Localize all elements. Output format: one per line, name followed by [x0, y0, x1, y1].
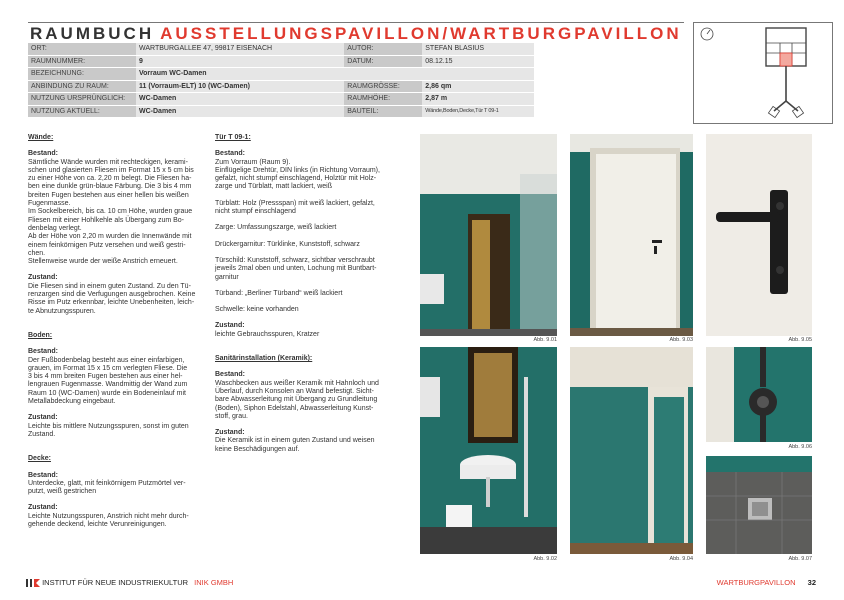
text-line: renzargen sind die Verfugungen ausgebrochen. Keine — [28, 291, 196, 299]
nutzung-akt-label: NUTZUNG AKTUELL: — [28, 105, 136, 118]
ort-label: ORT: — [28, 43, 136, 55]
ort-value: WARTBURGALLEE 47, 99817 EISENACH — [136, 43, 344, 55]
ceiling-bestand-heading: Bestand: — [28, 471, 58, 479]
caption-9-05: Abb. 9.05 — [788, 337, 812, 343]
inik-logo-icon — [26, 579, 40, 587]
footer-left — [26, 578, 233, 587]
door-bestand-heading: Bestand: — [215, 150, 245, 158]
text-line: denbelag verlegt. — [28, 224, 82, 232]
text-line: Sämtliche Wände wurden mit rechteckigen, kerami- — [28, 158, 188, 166]
raumnummer-label: RAUMNUMMER: — [28, 55, 136, 68]
walls-zustand-heading: Zustand: — [28, 274, 58, 282]
text-line: zarge und Türblatt, matt lackiert, weiß — [215, 183, 332, 191]
text-line: Der Fußbodenbelag besteht aus einer einfarbigen, — [28, 356, 185, 364]
text-line: schen und glasierten Fliesen im Format 15 x 5 cm bis — [28, 166, 194, 174]
text-line: Metallabdeckung eingebaut. — [28, 398, 116, 406]
text-line: 3 bis 4 mm breiten Fugen bestehen aus einer hel- — [28, 373, 183, 381]
floor-plan — [693, 22, 833, 124]
text-line: ben eine dunkle grün-blaue Färbung. Die 3 bis 4 mm — [28, 183, 192, 191]
caption-9-02: Abb. 9.02 — [533, 556, 557, 562]
text-line: chen. — [28, 249, 46, 257]
company-name: INIK GMBH — [194, 578, 234, 587]
walls-heading: Wände: — [28, 134, 54, 141]
bauteil-value: Wände,Boden,Decke,Tür T 09-1 — [422, 105, 534, 118]
text-line: zu einer Höhe von ca. 2,20 m belegt. Die Fliesen ha- — [28, 175, 192, 183]
text-line: Fliesen mit einer Hohlkehle als Übergang zum Bo- — [28, 216, 185, 224]
photo-9-02 — [420, 347, 557, 554]
text-line: Die Fliesen sind in einem guten Zustand. Zu den Tü- — [28, 282, 191, 290]
text-line: Im Sockelbereich, bis ca. 10 cm Höhe, wurden graue — [28, 208, 193, 216]
highlighted-room — [780, 53, 792, 66]
anbindung-value: 11 (Vorraum-ELT) 10 (WC-Damen) — [136, 80, 344, 93]
bauteil-label: BAUTEIL: — [344, 105, 422, 118]
meta-table — [28, 43, 534, 118]
floor-heading: Boden: — [28, 331, 53, 339]
datum-value: 08.12.15 — [422, 55, 534, 68]
photo-9-06 — [706, 347, 812, 442]
text-line: Einflügelige Drehtür, DIN links (in Richtung Vorraum), — [215, 166, 380, 174]
photo-9-04 — [570, 347, 693, 554]
floor-zustand-heading: Zustand: — [28, 414, 58, 422]
bezeichnung-label: BEZEICHNUNG: — [28, 68, 136, 81]
text-line: te Abnutzungsspuren. — [28, 307, 96, 315]
text-line: Leichte bis mittlere Nutzungsspuren, sonst im guten — [28, 422, 189, 430]
text-line: bare Abwasserleitung mit Übergang zu Grundleitung — [215, 396, 378, 404]
text-line: Schwelle: keine vorhanden — [215, 306, 299, 314]
text-line: Türschild: Kunststoff, schwarz, sichtbar verschraubt — [215, 256, 375, 264]
left-text-column — [28, 134, 206, 529]
sanitary-zustand-heading: Zustand: — [215, 429, 245, 437]
raumhoehe-label: RAUMHÖHE: — [344, 93, 422, 106]
raumhoehe-value: 2,87 m — [422, 93, 534, 106]
building-name: WARTBURGPAVILLON — [716, 578, 796, 587]
middle-text-column — [215, 134, 400, 454]
bezeichnung-value: Vorraum WC-Damen — [136, 68, 534, 81]
text-line: breiten Fugen bestehen aus einer hellen bis weißen — [28, 191, 189, 199]
nutzung-urspr-value: WC-Damen — [136, 93, 344, 106]
door-heading: Tür T 09-1: — [215, 134, 251, 141]
text-line: Leichte Nutzungsspuren, Anstrich nicht mehr durch- — [28, 512, 189, 520]
text-line: Zum Vorraum (Raum 9). — [215, 158, 291, 166]
walls-bestand-heading: Bestand: — [28, 150, 58, 158]
ceiling-zustand-heading: Zustand: — [28, 504, 58, 512]
text-line: Waschbecken aus weißer Keramik mit Hahnloch und — [215, 379, 379, 387]
caption-9-04: Abb. 9.04 — [669, 556, 693, 562]
photo-9-05 — [706, 134, 812, 336]
door-zustand-heading: Zustand: — [215, 322, 245, 330]
institute-name: INSTITUT FÜR NEUE INDUSTRIEKULTUR — [42, 578, 189, 587]
text-line: gefalzt, nicht stumpf einschlagend, Holztür mit Holz- — [215, 175, 377, 183]
text-line: Türblatt: Holz (Pressspan) mit weiß lackiert, gefalzt, — [215, 199, 375, 207]
photo-9-03 — [570, 134, 693, 336]
text-line: Ab der Höhe von 2,20 m wurden die Innenwände mit — [28, 233, 192, 241]
text-line: jeweils 2mal oben und unten, Lochung mit Buntbart- — [215, 265, 377, 273]
text-line: stoff, grau. — [215, 412, 248, 420]
text-line: garnitur — [215, 273, 239, 281]
sanitary-bestand-heading: Bestand: — [215, 371, 245, 379]
raumgroesse-label: RAUMGRÖSSE: — [344, 80, 422, 93]
autor-label: AUTOR: — [344, 43, 422, 55]
photo-9-07 — [706, 456, 812, 554]
datum-label: DATUM: — [344, 55, 422, 68]
page-title — [30, 24, 682, 44]
raumgroesse-value: 2,86 qm — [422, 80, 534, 93]
caption-9-07: Abb. 9.07 — [788, 556, 812, 562]
text-line: keine Beschädigungen auf. — [215, 445, 300, 453]
floor-plan-drawing — [694, 23, 832, 123]
text-line: putzt, weiß gestrichen — [28, 488, 97, 496]
title-prefix: RAUMBUCH — [30, 24, 155, 43]
text-line: Stellenweise wurde der weiße Anstrich erneuert. — [28, 258, 178, 266]
text-line: grauen, im Format 15 x 15 cm verlegten Fliese. Die — [28, 364, 188, 372]
nutzung-urspr-label: NUTZUNG URSPRÜNGLICH: — [28, 93, 136, 106]
text-line: gehende deckend, leichte Verunreinigungen. — [28, 520, 167, 528]
caption-9-03: Abb. 9.03 — [669, 337, 693, 343]
footer-right — [717, 578, 816, 587]
ceiling-heading: Decke: — [28, 455, 51, 463]
text-line: Zustand. — [28, 430, 56, 438]
text-line: (Boden), Siphon Edelstahl, Abwasserleitung Kunst- — [215, 404, 374, 412]
autor-value: STEFAN BLASIUS — [422, 43, 534, 55]
sanitary-heading: Sanitärinstallation (Keramik): — [215, 355, 313, 363]
text-line: leichte Gebrauchsspuren, Kratzer — [215, 330, 320, 338]
raumnummer-value: 9 — [136, 55, 344, 68]
text-line: lengrauen Fugenmasse. Wandmittig der Wand zum — [28, 381, 188, 389]
text-line: Türband: „Berliner Türband“ weiß lackiert — [215, 289, 343, 297]
text-line: Drückergarnitur: Türklinke, Kunststoff, schwarz — [215, 240, 360, 248]
text-line: Unterdecke, glatt, mit feinkörnigem Putzmörtel ver- — [28, 479, 186, 487]
text-line: einem feinkörnigen Putz versehen und weiß gestri- — [28, 241, 186, 249]
nutzung-akt-value: WC-Damen — [136, 105, 344, 118]
text-line: Die Keramik ist in einem guten Zustand und weisen — [215, 437, 375, 445]
text-line: Fugenmasse. — [28, 200, 71, 208]
text-line: Zarge: Umfassungszarge, weiß lackiert — [215, 224, 337, 232]
photo-9-01 — [420, 134, 557, 336]
text-line: Risse im Putz erkennbar, leichte Unebenheiten, leich- — [28, 299, 195, 307]
title-main: AUSSTELLUNGSPAVILLON/WARTBURGPAVILLON — [160, 24, 682, 43]
text-line: nicht stumpf einschlagend — [215, 208, 296, 216]
caption-9-01: Abb. 9.01 — [533, 337, 557, 343]
page-number: 32 — [807, 578, 816, 587]
text-line: Raum 10 (WC-Damen) wurde ein Bodeneinlauf mit — [28, 389, 186, 397]
text-line: Überlauf, durch Konsolen an Wand befestigt. Sicht- — [215, 387, 374, 395]
floor-bestand-heading: Bestand: — [28, 348, 58, 356]
title-rule — [28, 22, 684, 23]
anbindung-label: ANBINDUNG ZU RAUM: — [28, 80, 136, 93]
caption-9-06: Abb. 9.06 — [788, 444, 812, 450]
